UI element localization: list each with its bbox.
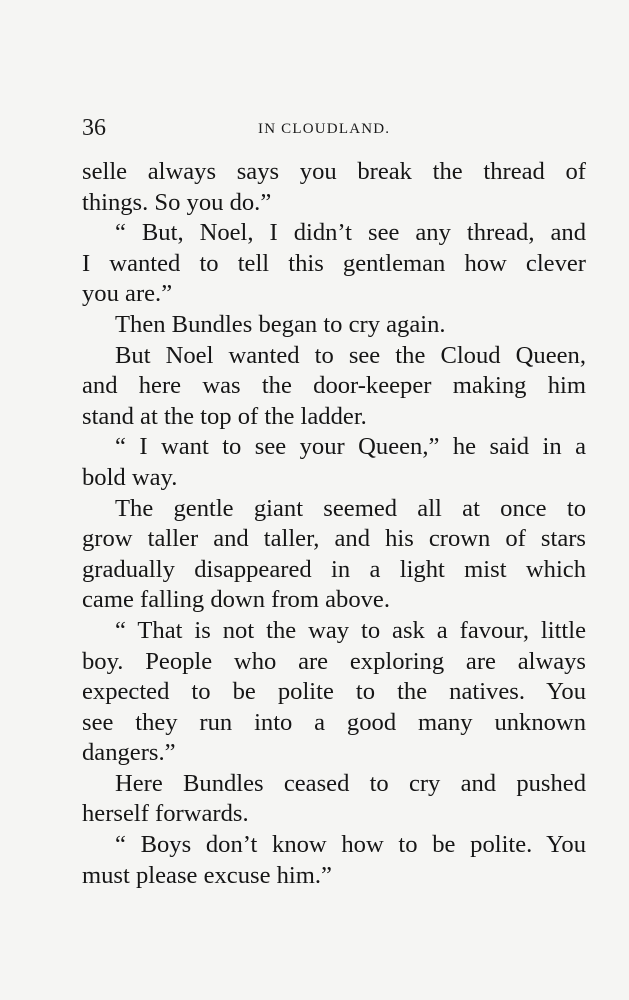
text-line: “ I want to see your Queen,” he said in a: [115, 433, 586, 461]
text-line: “ But, Noel, I didn’t see any thread, and: [115, 219, 586, 247]
text-line: The gentle giant seemed all at once to: [115, 494, 586, 522]
text-line: selle always says you break the thread of: [82, 158, 586, 185]
text-line: Then Bundles began to cry again.: [115, 310, 446, 338]
text-line: “ Boys don’t know how to be polite. You: [115, 831, 586, 859]
page-number: 36: [82, 115, 106, 141]
text-line: dangers.”: [82, 739, 176, 767]
page-header: [82, 113, 592, 143]
text-line: boy. People who are exploring are always: [82, 647, 586, 675]
text-line: grow taller and taller, and his crown of stars: [82, 525, 586, 553]
text-line: I wanted to tell this gentleman how clever: [82, 249, 586, 277]
text-line: must please excuse him.”: [82, 861, 332, 889]
text-line: But Noel wanted to see the Cloud Queen,: [115, 341, 586, 369]
text-line: you are.”: [82, 280, 173, 308]
text-line: bold way.: [82, 463, 178, 491]
text-line: herself forwards.: [82, 800, 249, 828]
text-line: stand at the top of the ladder.: [82, 402, 367, 430]
running-head: IN CLOUDLAND.: [258, 121, 391, 137]
text-line: Here Bundles ceased to cry and pushed: [115, 769, 586, 797]
text-line: “ That is not the way to ask a favour, little: [115, 616, 586, 644]
text-line: see they run into a good many unknown: [82, 708, 586, 736]
body-text: [82, 157, 586, 891]
text-line: gradually disappeared in a light mist which: [82, 555, 586, 583]
text-line: things. So you do.”: [82, 188, 272, 216]
text-line: came falling down from above.: [82, 586, 390, 614]
text-line: expected to be polite to the natives. You: [82, 678, 586, 706]
text-line: and here was the door-keeper making him: [82, 372, 586, 400]
